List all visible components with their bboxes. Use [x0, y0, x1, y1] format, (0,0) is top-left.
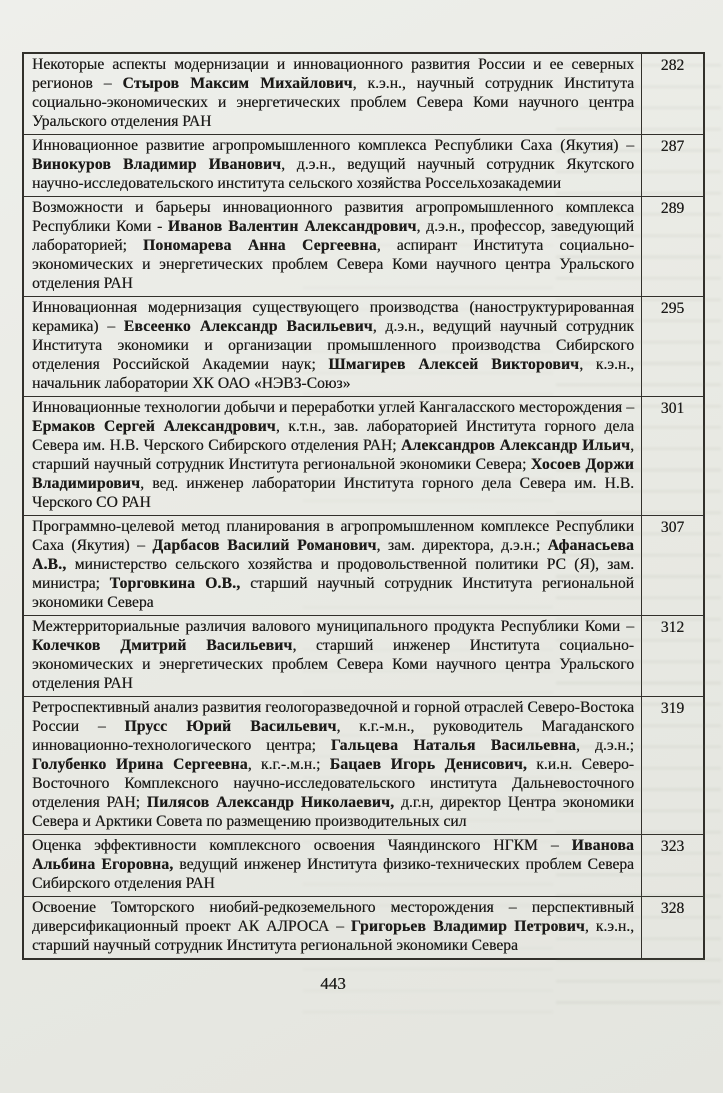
table-row — [23, 835, 704, 897]
entry-text-segment: , к.э.н., научный сотрудник Института социально-экономических и энергетических проблем Севера Коми научного центра Уральского отделения РАН — [32, 75, 635, 130]
table-row — [23, 516, 704, 616]
entry-text — [23, 197, 642, 297]
entry-text-segment: , старший инженер Института социально-экономических и энергетических проблем Севера Коми научного центра Уральского отделения РАН — [32, 637, 634, 692]
entry-page-number: 295 — [642, 297, 705, 397]
author-name: Дарбасов Василий Романович — [152, 537, 377, 554]
author-name: Торговкина О.В., — [109, 575, 241, 592]
author-name: Прусс Юрий Васильевич — [124, 718, 337, 735]
entry-page-number: 301 — [642, 397, 705, 516]
author-name: Григорьев Владимир Петрович — [350, 918, 585, 935]
table-row — [23, 897, 704, 960]
author-name: Пилясов Александр Николаевич, — [146, 794, 395, 811]
table-row — [23, 397, 704, 516]
author-name: Колечков Дмитрий Васильевич — [32, 637, 293, 654]
entry-text — [23, 516, 642, 616]
entry-text — [23, 835, 642, 897]
entry-text-segment: , зам. директора, д.э.н.; — [376, 537, 548, 554]
entry-text-segment: , к.т.н., зав. лабораторией Института горного дела Севера им. Н.В. Черского Сибирского отделения РАН; — [32, 418, 634, 454]
table-row — [23, 616, 704, 697]
entry-text-segment: , д.э.н., ведущий научный сотрудник Якутского научно-исследовательского института сельского хозяйства Россельхозакадемии — [32, 156, 635, 192]
author-name: Пономарева Анна Сергеевна — [143, 237, 377, 254]
entry-page-number: 282 — [642, 53, 705, 135]
entry-text-segment: , старший научный сотрудник Института региональной экономики Севера; — [32, 437, 634, 473]
entry-page-number: 323 — [642, 835, 705, 897]
toc-table-body — [23, 53, 704, 959]
entry-text-segment: , аспирант Института социально-экономических и энергетических проблем Севера Коми научного центра Уральского отделения РАН — [32, 237, 635, 292]
entry-page-number: 287 — [642, 135, 705, 197]
entry-text-segment: , к.г.-.м.н.; — [247, 756, 330, 773]
entry-text-segment: министерство сельского хозяйства и продовольственной политики РС (Я), зам. министра; — [32, 556, 634, 592]
entry-text-segment: Некоторые аспекты модернизации и инновационного развития России и ее северных регионов – — [32, 56, 634, 92]
author-name: Иванов Валентин Александрович — [167, 218, 417, 235]
entry-page-number: 319 — [642, 697, 705, 835]
entry-text-segment: , к.э.н., начальник лаборатории ХК ОАО «НЭВЗ-Союз» — [32, 356, 634, 392]
entry-text — [23, 397, 642, 516]
author-name: Иванова Альбина Егоровна, — [32, 837, 634, 873]
entry-text-segment: , вед. инженер лаборатории Института горного дела Севера им. Н.В. Черского СО РАН — [32, 475, 634, 511]
entry-text-segment: старший научный сотрудник Института региональной экономики Севера — [32, 575, 634, 611]
entry-page-number: 312 — [642, 616, 705, 697]
author-name: Гальцева Наталья Васильевна — [330, 737, 577, 754]
author-name: Стыров Максим Михайлович — [122, 75, 353, 92]
entry-page-number: 328 — [642, 897, 705, 960]
entry-text-segment: , д.э.н.; — [576, 737, 634, 754]
entry-text — [23, 135, 642, 197]
entry-text — [23, 297, 642, 397]
author-name: Винокуров Владимир Иванович — [32, 156, 282, 173]
author-name: Бацаев Игорь Денисович, — [329, 756, 527, 773]
entry-text-segment: Освоение Томторского ниобий-редкоземельного месторождения – перспективный диверсификационный проект АК АЛРОСА – — [32, 899, 634, 935]
entry-text-segment: , д.э.н., профессор, заведующий лабораторией; — [32, 218, 635, 254]
author-name: Евсеенко Александр Васильевич — [123, 318, 373, 335]
entry-text — [23, 53, 642, 135]
entry-text-segment: Межтерриториальные различия валового муниципального продукта Республики Коми – — [32, 618, 634, 635]
table-row — [23, 697, 704, 835]
entry-text-segment: , д.э.н., ведущий научный сотрудник Института экономики и организации промышленного производства Сибирского отделения Российской Академии наук; — [32, 318, 634, 373]
entry-text-segment: Программно-целевой метод планирования в агропромышленном комплексе Республики Саха (Якутия) – — [32, 518, 634, 554]
entry-text — [23, 897, 642, 960]
entry-text-segment: Ретроспективный анализ развития геологоразведочной и горной отраслей Северо-Востока России – — [32, 699, 634, 735]
entry-text-segment: Оценка эффективности комплексного освоения Чаяндинского НГКМ – — [32, 837, 572, 854]
entry-text-segment: ведущий инженер Института физико-технических проблем Севера Сибирского отделения РАН — [32, 856, 634, 892]
entry-text-segment: Инновационное развитие агропромышленного комплекса Республики Саха (Якутия) – — [32, 137, 634, 154]
entry-text-segment: , к.г.-м.н., руководитель Магаданского инновационно-технологического центра; — [32, 718, 634, 754]
entry-text-segment: Инновационные технологии добычи и переработки углей Кангаласского месторождения – — [32, 399, 634, 416]
entry-text-segment: к.и.н. Северо-Восточного Комплексного научно-исследовательского института Дальневосточного отделения РАН; — [32, 756, 634, 811]
author-name: Голубенко Ирина Сергеевна — [32, 756, 248, 773]
table-row — [23, 53, 704, 135]
author-name: Ермаков Сергей Александрович — [32, 418, 276, 435]
table-row — [23, 297, 704, 397]
toc-table — [22, 52, 705, 960]
author-name: Хосоев Доржи Владимирович — [32, 456, 634, 492]
entry-text-segment: Возможности и барьеры инновационного развития агропромышленного комплекса Республики Коми - — [32, 199, 634, 235]
footer-page-number: 443 — [320, 974, 346, 993]
table-row — [23, 197, 704, 297]
entry-page-number: 289 — [642, 197, 705, 297]
author-name: Афанасьева А.В., — [32, 537, 634, 573]
entry-text — [23, 616, 642, 697]
entry-page-number: 307 — [642, 516, 705, 616]
entry-text-segment: д.г.н, директор Центра экономики Севера и Арктики Совета по размещению производительных сил — [32, 794, 635, 830]
author-name: Александров Александр Ильич — [400, 437, 631, 454]
author-name: Шмагирев Алексей Викторович — [328, 356, 580, 373]
entry-text-segment: Инновационная модернизация существующего производства (наноструктурированная керамика) – — [32, 299, 634, 335]
entry-text-segment: , к.э.н., старший научный сотрудник Института региональной экономики Севера — [32, 918, 634, 954]
table-row — [23, 135, 704, 197]
entry-text — [23, 697, 642, 835]
